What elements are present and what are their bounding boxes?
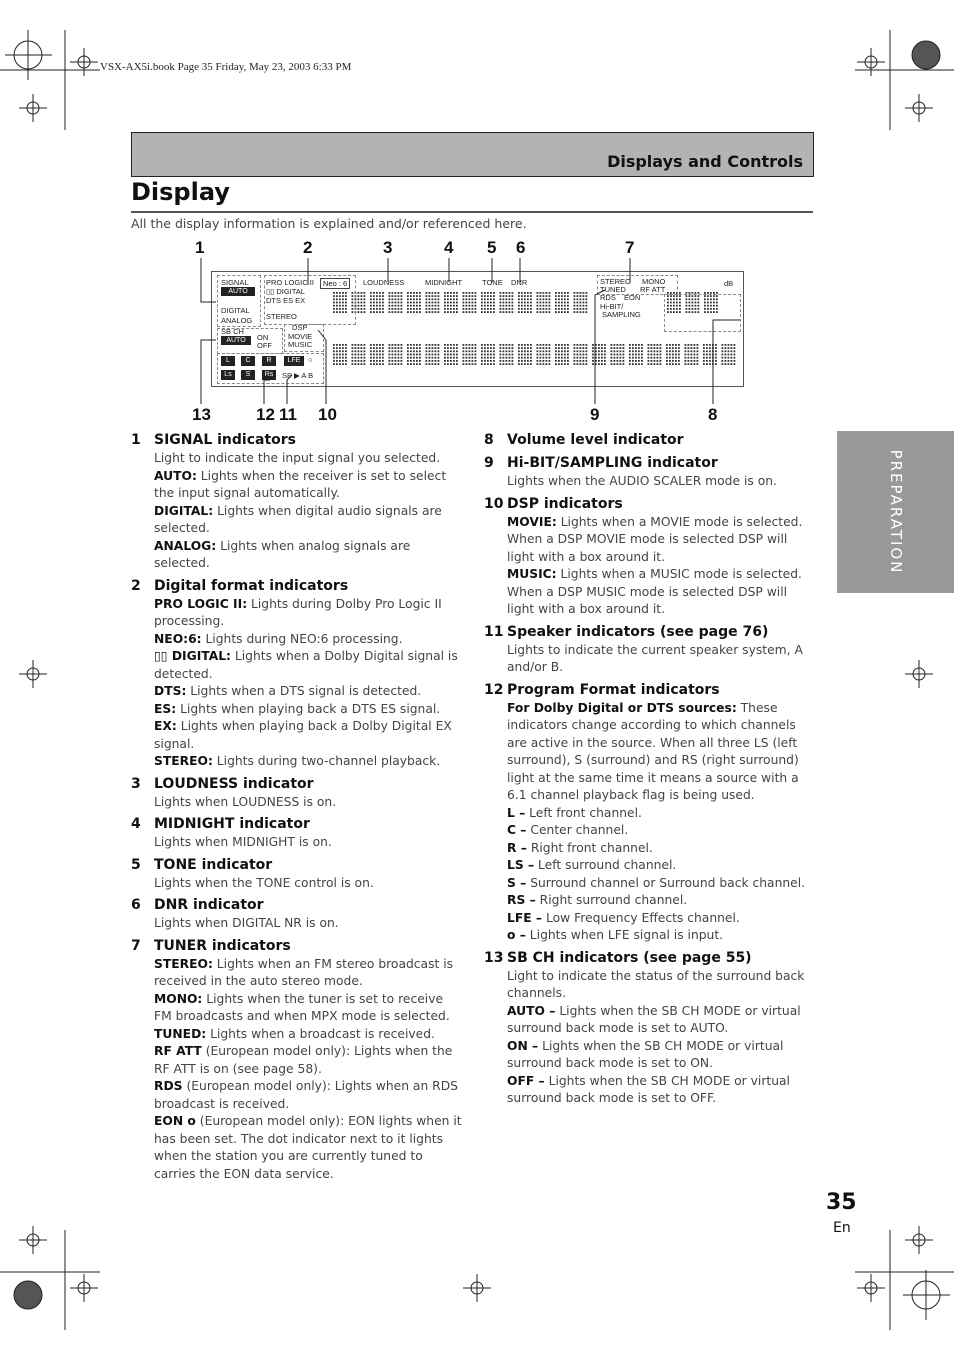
item-term: MUSIC:: [507, 567, 557, 581]
item-term: STEREO:: [154, 956, 213, 971]
item-text: Lights when LFE signal is input.: [525, 928, 724, 942]
item-term: S –: [507, 875, 527, 890]
music-indicator: MUSIC: [288, 340, 313, 349]
spk-rs-indicator: Rs: [262, 370, 276, 380]
item-text: Lights during two-channel playback.: [212, 754, 441, 768]
item-text: Left front channel.: [525, 805, 642, 820]
tuner-stereo-indicator: STEREO: [600, 277, 631, 286]
item-text: Lights when the SB CH MODE or virtual surround back mode is set to ON.: [507, 1038, 784, 1070]
lfe-dot-icon: ○: [308, 355, 313, 364]
item-text: Lights when the receiver is set to select the input signal automatically.: [154, 468, 447, 500]
item-term: For Dolby Digital or DTS sources:: [507, 700, 737, 715]
item-term: ES:: [154, 701, 177, 716]
item-number: 11: [484, 623, 504, 640]
right-column: [484, 427, 817, 1108]
item-paragraph: [154, 753, 464, 771]
item-paragraph: [154, 1043, 464, 1078]
sp-ab-indicator: SP ▶ A B: [282, 371, 314, 380]
spk-r-indicator: R: [262, 356, 276, 366]
callout-3: 3: [383, 238, 393, 257]
item-paragraph: [154, 1026, 464, 1044]
item-paragraph: [154, 915, 464, 933]
item-text: Lights when the tuner is set to receive FM broadcasts and when MPX mode is selected.: [154, 991, 450, 1023]
item-paragraph: [154, 450, 464, 468]
item-title: DNR indicator: [154, 897, 264, 913]
item-heading: [484, 431, 817, 450]
item-heading: [131, 431, 464, 450]
item-text: Light to indicate the status of the surround back channels.: [507, 968, 805, 1000]
item-text: Lights when a DTS signal is detected.: [186, 684, 422, 698]
item-term: LS –: [507, 858, 535, 872]
item-text: Lights to indicate the current speaker system, A and/or B.: [507, 642, 803, 674]
item-term: RDS: [154, 1079, 183, 1093]
item-paragraph: [507, 840, 817, 858]
item-paragraph: [507, 927, 817, 945]
callout-6: 6: [516, 238, 526, 257]
item-paragraph: [154, 1113, 464, 1183]
dolby-icon: ▯▯: [266, 287, 277, 296]
analog-indicator: ANALOG: [221, 316, 253, 325]
item-text: Right front channel.: [526, 840, 653, 855]
sb-off-indicator: OFF: [257, 341, 272, 350]
item-paragraph: [507, 1073, 817, 1108]
item-paragraph: [154, 1078, 464, 1113]
spk-l-indicator: L: [221, 356, 235, 366]
eon-indicator: EON: [624, 293, 641, 302]
item-number: 13: [484, 949, 504, 966]
item-number: 12: [484, 681, 504, 698]
item-heading: [484, 454, 817, 473]
item-heading: [484, 949, 817, 968]
item-term: RF ATT: [154, 1044, 202, 1058]
item-heading: [484, 681, 817, 700]
spk-lfe-indicator: LFE: [284, 356, 304, 366]
page-number: 35: [826, 1190, 857, 1215]
item-term: EON ο: [154, 1114, 196, 1128]
item-text: Lights when MIDNIGHT is on.: [154, 835, 332, 849]
item-number: 9: [484, 455, 494, 471]
item-text: Right surround channel.: [535, 893, 688, 907]
item-paragraph: [507, 1003, 817, 1038]
loudness-indicator: LOUDNESS: [363, 278, 405, 287]
page-title: Display: [131, 178, 230, 206]
db-label: dB: [724, 279, 734, 288]
item-paragraph: [507, 514, 817, 567]
item-number: 6: [131, 897, 141, 913]
item-paragraph: [154, 468, 464, 503]
item-heading: [484, 495, 817, 514]
item-text: Lights when a broadcast is received.: [206, 1026, 435, 1041]
midnight-indicator: MIDNIGHT: [425, 278, 463, 287]
item-text: Lights when the SB CH MODE or virtual surround back mode is set to AUTO.: [507, 1003, 801, 1035]
item-title: MIDNIGHT indicator: [154, 816, 310, 832]
item-term: R –: [507, 840, 527, 855]
item-heading: [131, 896, 464, 915]
item-title: DSP indicators: [507, 495, 623, 512]
item-term: ANALOG:: [154, 538, 217, 553]
neo6-indicator: Neo : 6: [320, 278, 350, 289]
item-paragraph: [507, 857, 817, 875]
item-number: 8: [484, 432, 494, 448]
signal-label: SIGNAL: [221, 278, 249, 287]
item-paragraph: [154, 596, 464, 631]
item-text: Surround channel or Surround back channel.: [526, 875, 806, 890]
item-paragraph: [154, 794, 464, 812]
rf-att-indicator: RF ATT: [640, 285, 666, 294]
item-paragraph: [154, 648, 464, 683]
item-title: TONE indicator: [154, 856, 273, 873]
item-term: ο –: [507, 928, 526, 942]
callout-7: 7: [625, 238, 635, 257]
callout-1: 1: [195, 238, 205, 257]
item-paragraph: [507, 968, 817, 1003]
item-number: 3: [131, 775, 141, 792]
hibit-indicator: Hi-BIT/: [600, 302, 624, 311]
tone-indicator: TONE: [482, 278, 503, 287]
item-text: Lights during Dolby Pro Logic II processing.: [154, 596, 442, 628]
item-paragraph: [507, 473, 817, 491]
dnr-indicator: DNR: [511, 278, 528, 287]
item-text: Low Frequency Effects channel.: [542, 910, 740, 925]
spk-ls-indicator: Ls: [221, 370, 235, 380]
item-text: Lights during NEO:6 processing.: [201, 631, 403, 646]
section-title: Displays and Controls: [607, 152, 803, 171]
item-term: MONO:: [154, 991, 203, 1006]
callout-4: 4: [444, 238, 454, 257]
item-heading: [131, 815, 464, 834]
item-text: (European model only): EON lights when it has been set. The dot indicator next to it lights when the station you are currently tuned to carries the EON data service.: [154, 1114, 462, 1181]
movie-indicator: MOVIE: [288, 332, 313, 341]
item-term: ON –: [507, 1038, 539, 1053]
dsp-indicator: DSP: [292, 323, 308, 332]
left-column: [131, 427, 464, 1183]
rds-indicator: RDS: [600, 293, 616, 302]
spk-c-indicator: C: [241, 356, 255, 366]
item-text: Lights when LOUDNESS is on.: [154, 794, 337, 809]
item-term: LFE –: [507, 910, 543, 925]
item-paragraph: [507, 910, 817, 928]
dts-es-ex-indicator: DTS ES EX: [266, 296, 306, 305]
dd-digital-indicator: ▯▯ DIGITAL: [266, 287, 305, 296]
item-paragraph: [507, 642, 817, 677]
print-header: VSX-AX5i.book Page 35 Friday, May 23, 2003 6:33 PM: [100, 61, 352, 73]
item-title: LOUDNESS indicator: [154, 775, 314, 792]
item-heading: [131, 577, 464, 596]
item-term: STEREO:: [154, 754, 213, 768]
callout-9: 9: [590, 405, 600, 424]
item-paragraph: [154, 956, 464, 991]
item-paragraph: [507, 892, 817, 910]
callout-11: 11: [279, 405, 297, 424]
item-title: SIGNAL indicators: [154, 432, 297, 448]
item-term: AUTO –: [507, 1003, 556, 1018]
item-term: C –: [507, 823, 527, 837]
item-title: Speaker indicators (see page 76): [507, 623, 769, 640]
item-paragraph: [154, 834, 464, 852]
item-paragraph: [154, 875, 464, 893]
item-text: Lights when DIGITAL NR is on.: [154, 916, 339, 930]
sb-auto-indicator: AUTO: [221, 336, 251, 345]
stereo-indicator: STEREO: [266, 312, 297, 321]
item-term: TUNED:: [154, 1026, 207, 1041]
item-heading: [131, 775, 464, 794]
item-number: 5: [131, 856, 141, 873]
item-heading: [484, 623, 817, 642]
callout-5: 5: [487, 238, 497, 257]
item-title: Digital format indicators: [154, 577, 349, 594]
item-text: Lights when analog signals are selected.: [154, 538, 411, 570]
item-text: Lights when a MOVIE mode is selected. When a DSP MOVIE mode is selected DSP will light with a box around it.: [507, 514, 803, 564]
item-term: MOVIE:: [507, 514, 557, 529]
side-tab-label: PREPARATION: [886, 449, 905, 575]
item-text: Lights when the AUDIO SCALER mode is on.: [507, 474, 777, 488]
item-term: DIGITAL:: [154, 503, 214, 518]
callout-2: 2: [303, 238, 313, 257]
item-number: 7: [131, 937, 141, 954]
item-term: ▯▯ DIGITAL:: [154, 649, 231, 663]
item-text: Lights when the TONE control is on.: [154, 875, 374, 890]
item-text: Center channel.: [526, 823, 629, 837]
sampling-indicator: SAMPLING: [602, 310, 641, 319]
item-text: These indicators change according to which channels are active in the source. When all three LS (left surround), S (surround) and RS (right surround) light at the same time it means a source with a 6.1 channel playback flag is being used.: [507, 700, 799, 802]
item-paragraph: [507, 875, 817, 893]
item-paragraph: [154, 503, 464, 538]
callout-10: 10: [318, 405, 337, 424]
item-paragraph: [154, 718, 464, 753]
item-text: (European model only): Lights when the RF ATT is on (see page 58).: [154, 1044, 453, 1076]
item-number: 4: [131, 816, 141, 832]
item-text: Lights when playing back a Dolby Digital EX signal.: [154, 719, 452, 751]
item-text: Lights when a Dolby Digital signal is detected.: [154, 649, 458, 681]
item-paragraph: [154, 683, 464, 701]
item-term: PRO LOGIC II:: [154, 596, 248, 611]
item-term: L –: [507, 805, 526, 820]
item-term: EX:: [154, 719, 177, 733]
item-text: Lights when the SB CH MODE or virtual surround back mode is set to OFF.: [507, 1073, 790, 1105]
item-title: TUNER indicators: [154, 937, 291, 954]
item-text: (European model only): Lights when an RDS broadcast is received.: [154, 1079, 458, 1111]
item-text: Lights when an FM stereo broadcast is received in the auto stereo mode.: [154, 956, 454, 988]
prologic-indicator: PRO LOGIC II: [266, 278, 314, 287]
item-paragraph: [154, 631, 464, 649]
item-paragraph: [154, 991, 464, 1026]
item-title: Hi-BIT/SAMPLING indicator: [507, 455, 718, 471]
auto-indicator: AUTO: [221, 287, 255, 296]
item-term: AUTO:: [154, 468, 197, 483]
item-title: SB CH indicators (see page 55): [507, 949, 752, 966]
callout-13: 13: [192, 405, 211, 424]
item-paragraph: [507, 805, 817, 823]
digital-indicator: DIGITAL: [221, 306, 250, 315]
item-term: NEO:6:: [154, 631, 202, 646]
mono-indicator: MONO: [642, 277, 666, 286]
spk-s-indicator: S: [241, 370, 255, 380]
item-number: 1: [131, 432, 141, 448]
sbch-label: SB CH: [221, 327, 244, 336]
item-number: 10: [484, 495, 504, 512]
page-language: En: [833, 1220, 851, 1236]
item-paragraph: [154, 538, 464, 573]
item-paragraph: [507, 822, 817, 840]
item-text: Left surround channel.: [534, 858, 677, 872]
item-paragraph: [507, 700, 817, 805]
item-term: OFF –: [507, 1073, 545, 1088]
item-paragraph: [154, 701, 464, 719]
item-text: Light to indicate the input signal you selected.: [154, 451, 441, 465]
sb-on-indicator: ON: [257, 333, 269, 342]
item-title: Volume level indicator: [507, 432, 684, 448]
item-heading: [131, 856, 464, 875]
intro-text: All the display information is explained and/or referenced here.: [131, 216, 527, 231]
item-term: DTS:: [154, 684, 187, 698]
callout-8: 8: [708, 405, 718, 424]
callout-12: 12: [256, 405, 275, 424]
item-text: Lights when playing back a DTS ES signal.: [176, 701, 441, 716]
item-text: Lights when digital audio signals are selected.: [154, 503, 442, 535]
item-paragraph: [507, 566, 817, 619]
item-title: Program Format indicators: [507, 681, 720, 698]
item-paragraph: [507, 1038, 817, 1073]
tuned-indicator: TUNED: [600, 285, 626, 294]
item-number: 2: [131, 577, 141, 594]
item-text: Lights when a MUSIC mode is selected. When a DSP MUSIC mode is selected DSP will light with a box around it.: [507, 567, 802, 616]
item-term: RS –: [507, 893, 536, 907]
item-heading: [131, 937, 464, 956]
